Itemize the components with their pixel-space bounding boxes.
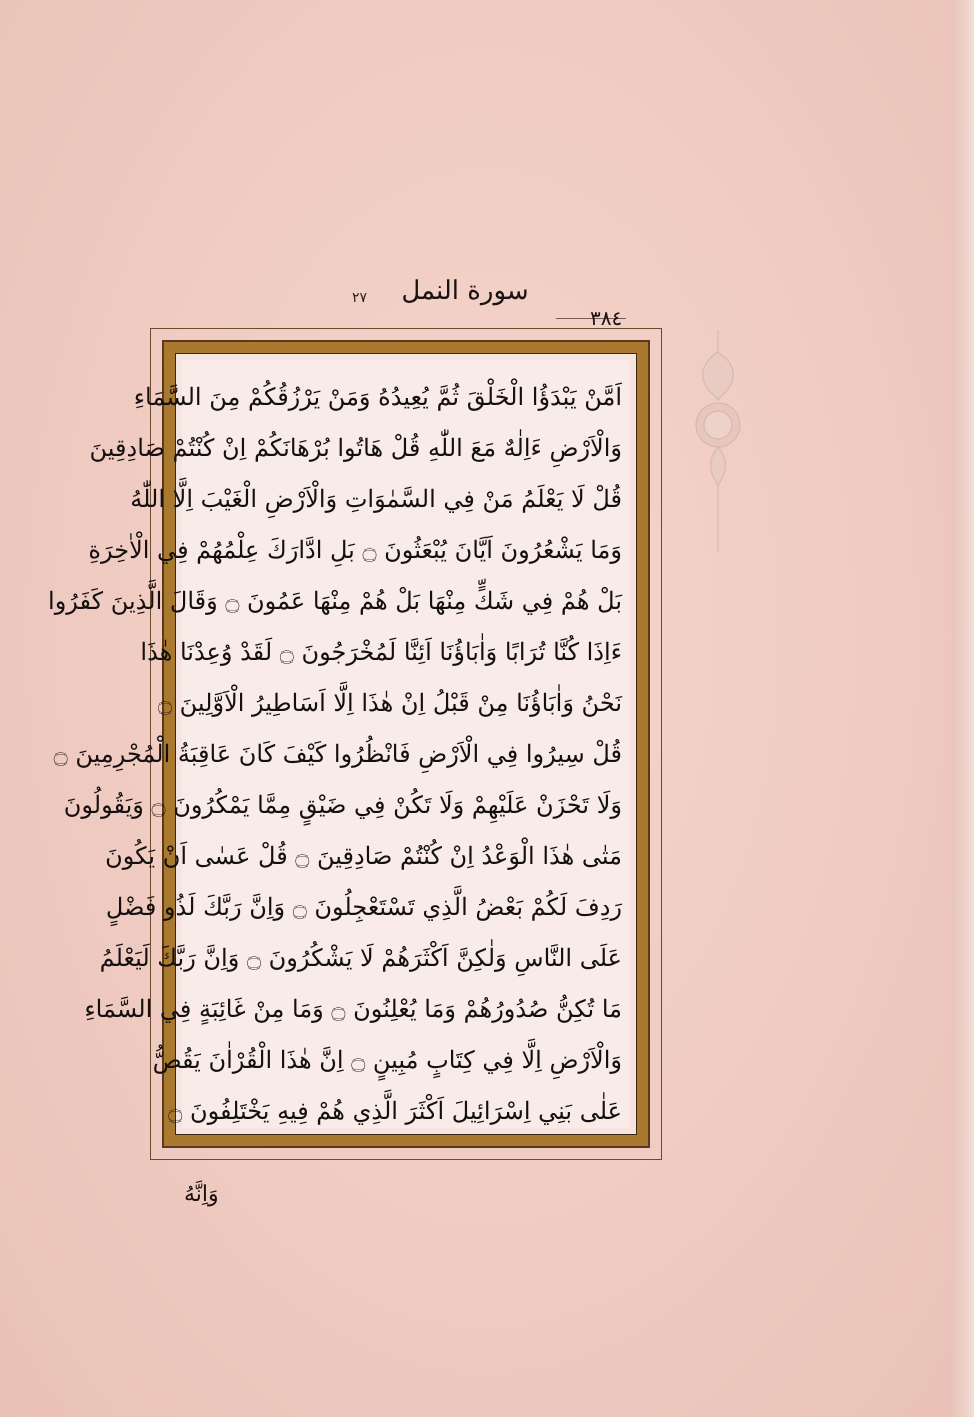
verse-line: عَلَى النَّاسِ وَلٰكِنَّ اَكْثَرَهُمْ لَا يَشْكُرُونَ ۝ وَاِنَّ رَبَّكَ لَيَعْلَمُ [99, 944, 622, 972]
verse-line: بَلْ هُمْ فِي شَكٍّ مِنْهَا بَلْ هُمْ مِنْهَا عَمُونَ ۝ وَقَالَ الَّذِينَ كَفَرُوا [48, 587, 622, 615]
catchword: وَاِنَّهُ [184, 1182, 219, 1207]
verse-line: قُلْ لَا يَعْلَمُ مَنْ فِي السَّمٰوَاتِ وَالْاَرْضِ الْغَيْبَ اِلَّا اللّٰهُ [130, 485, 622, 513]
verse-line: وَلَا تَحْزَنْ عَلَيْهِمْ وَلَا تَكُنْ فِي ضَيْقٍ مِمَّا يَمْكُرُونَ ۝ وَيَقُولُونَ [63, 791, 622, 819]
verse-line: وَالْاَرْضِ اِلَّا فِي كِتَابٍ مُبِينٍ ۝ اِنَّ هٰذَا الْقُرْاٰنَ يَقُصُّ [152, 1046, 622, 1074]
verse-line: ءَاِذَا كُنَّا تُرَابًا وَاٰبَاؤُنَا اَئِنَّا لَمُخْرَجُونَ ۝ لَقَدْ وُعِدْنَا هٰذَا [140, 638, 622, 666]
verse-line: مَتٰى هٰذَا الْوَعْدُ اِنْ كُنْتُمْ صَادِقِينَ ۝ قُلْ عَسٰى اَنْ يَكُونَ [105, 842, 622, 870]
surah-number: ٢٧ [352, 290, 368, 306]
verse-line: وَالْاَرْضِ ءَاِلٰهٌ مَعَ اللّٰهِ قُلْ هَاتُوا بُرْهَانَكُمْ اِنْ كُنْتُمْ صَادِقِينَ [89, 434, 622, 462]
verse-line: مَا تُكِنُّ صُدُورُهُمْ وَمَا يُعْلِنُونَ ۝ وَمَا مِنْ غَائِبَةٍ فِي السَّمَاءِ [84, 995, 622, 1023]
verse-line: رَدِفَ لَكُمْ بَعْضُ الَّذِي تَسْتَعْجِلُونَ ۝ وَاِنَّ رَبَّكَ لَذُو فَضْلٍ [105, 893, 622, 921]
page-edge [952, 0, 974, 1417]
verse-line: وَمَا يَشْعُرُونَ اَيَّانَ يُبْعَثُونَ ۝ بَلِ ادَّارَكَ عِلْمُهُمْ فِي الْاٰخِرَةِ [88, 536, 622, 564]
hizb-ornament-icon [688, 330, 748, 560]
verse-line: اَمَّنْ يَبْدَؤُا الْخَلْقَ ثُمَّ يُعِيدُهُ وَمَنْ يَرْزُقُكُمْ مِنَ السَّمَاءِ [133, 383, 622, 411]
verse-line: قُلْ سِيرُوا فِي الْاَرْضِ فَانْظُرُوا كَيْفَ كَانَ عَاقِبَةُ الْمُجْرِمِينَ ۝ [53, 740, 622, 768]
surah-title: سورة النمل [401, 276, 529, 306]
verse-text-block [48, 372, 622, 1137]
verse-line: نَحْنُ وَاٰبَاؤُنَا مِنْ قَبْلُ اِنْ هٰذَا اِلَّا اَسَاطِيرُ الْاَوَّلِينَ ۝ [157, 689, 622, 717]
page-number: ٣٨٤ [590, 306, 623, 330]
verse-line: عَلٰى بَنِي اِسْرَائِيلَ اَكْثَرَ الَّذِي هُمْ فِيهِ يَخْتَلِفُونَ ۝ [168, 1097, 622, 1125]
